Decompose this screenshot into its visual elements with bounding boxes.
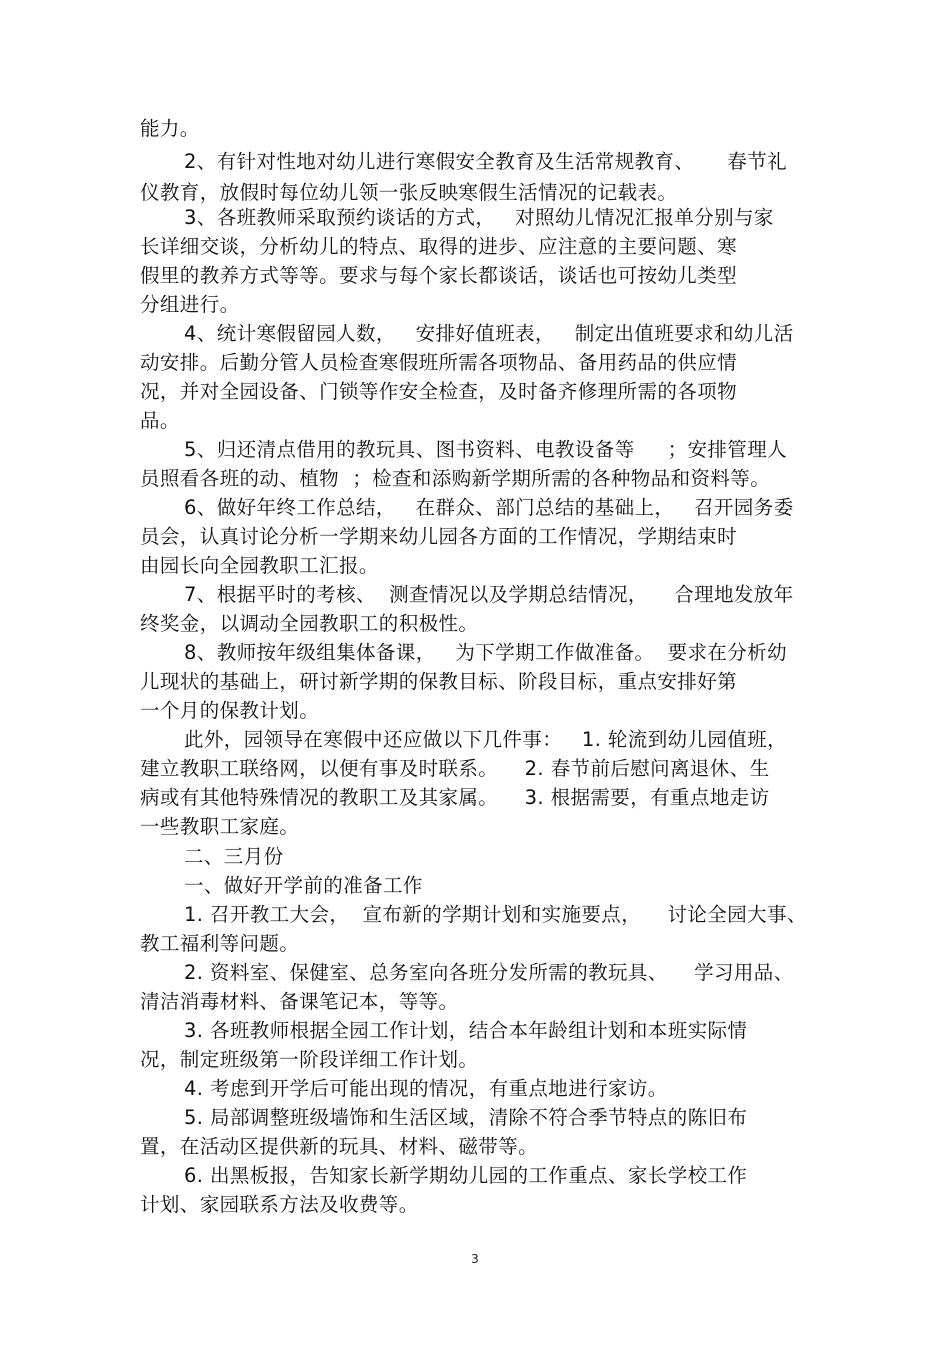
text-line: 能力。	[140, 117, 200, 140]
text-line: 品。	[140, 409, 180, 432]
text-line: 假里的教养方式等等。要求与每个家长都谈话，谈话也可按幼儿类型	[140, 264, 738, 287]
section-heading: 一、做好开学前的准备工作	[184, 874, 423, 897]
text-line: 5、归还清点借用的教玩具、图书资料、电教设备等 ；安排管理人	[184, 438, 787, 461]
text-line: 仪教育，放假时每位幼儿领一张反映寒假生活情况的记载表。	[140, 181, 678, 204]
text-line: 长详细交谈，分析幼儿的特点、取得的进步、应注意的主要问题、寒	[140, 235, 738, 258]
text-line: 3、各班教师采取预约谈话的方式， 对照幼儿情况汇报单分别与家	[184, 206, 774, 229]
text-line: 3. 各班教师根据全园工作计划，结合本年龄组计划和本班实际情	[184, 1019, 748, 1042]
text-line: 终奖金，以调动全园教职工的积极性。	[140, 612, 479, 635]
section-heading: 二、三月份	[184, 845, 284, 868]
text-line: 2. 资料室、保健室、总务室向各班分发所需的教玩具、 学习用品、	[184, 961, 794, 984]
text-line: 计划、家园联系方法及收费等。	[140, 1193, 419, 1216]
text-line: 8、教师按年级组集体备课， 为下学期工作做准备。 要求在分析幼	[184, 641, 787, 664]
text-line: 儿现状的基础上，研讨新学期的保教目标、阶段目标，重点安排好第	[140, 670, 738, 693]
text-line: 教工福利等问题。	[140, 932, 300, 955]
text-line: 6. 出黑板报，告知家长新学期幼儿园的工作重点、家长学校工作	[184, 1164, 748, 1187]
text-line: 分组进行。	[140, 293, 240, 316]
text-line: 况，并对全园设备、门锁等作安全检查，及时备齐修理所需的各项物	[140, 380, 738, 403]
text-line: 7、根据平时的考核、 测查情况以及学期总结情况， 合理地发放年	[184, 583, 794, 606]
text-line: 清洁消毒材料、备课笔记本，等等。	[140, 990, 459, 1013]
text-line: 置，在活动区提供新的玩具、材料、磁带等。	[140, 1135, 539, 1158]
text-line: 由园长向全园教职工汇报。	[140, 554, 379, 577]
text-line: 况，制定班级第一阶段详细工作计划。	[140, 1048, 479, 1071]
page-number: 3	[471, 1252, 479, 1266]
text-line: 员照看各班的动、植物 ；检查和添购新学期所需的各种物品和资料等。	[140, 467, 771, 490]
text-line: 员会，认真讨论分析一学期来幼儿园各方面的工作情况，学期结束时	[140, 525, 738, 548]
text-line: 4. 考虑到开学后可能出现的情况，有重点地进行家访。	[184, 1077, 668, 1100]
text-line: 1. 召开教工大会， 宣布新的学期计划和实施要点， 讨论全园大事、	[184, 903, 807, 926]
text-line: 2、有针对性地对幼儿进行寒假安全教育及生活常规教育、 春节礼	[184, 150, 787, 173]
text-line: 病或有其他特殊情况的教职工及其家属。 3. 根据需要，有重点地走访	[140, 786, 770, 809]
text-line: 6、做好年终工作总结， 在群众、部门总结的基础上， 召开园务委	[184, 496, 794, 519]
text-line: 建立教职工联络网，以便有事及时联系。 2. 春节前后慰问离退休、生	[140, 757, 770, 780]
text-line: 5. 局部调整班级墙饰和生活区域，清除不符合季节特点的陈旧布	[184, 1106, 748, 1129]
text-line: 一些教职工家庭。	[140, 815, 300, 838]
text-line: 4、统计寒假留园人数， 安排好值班表， 制定出值班要求和幼儿活	[184, 322, 794, 345]
text-line: 此外，园领导在寒假中还应做以下几件事： 1. 轮流到幼儿园值班，	[184, 728, 787, 751]
text-line: 动安排。后勤分管人员检查寒假班所需各项物品、备用药品的供应情	[140, 351, 738, 374]
text-line: 一个月的保教计划。	[140, 699, 320, 722]
